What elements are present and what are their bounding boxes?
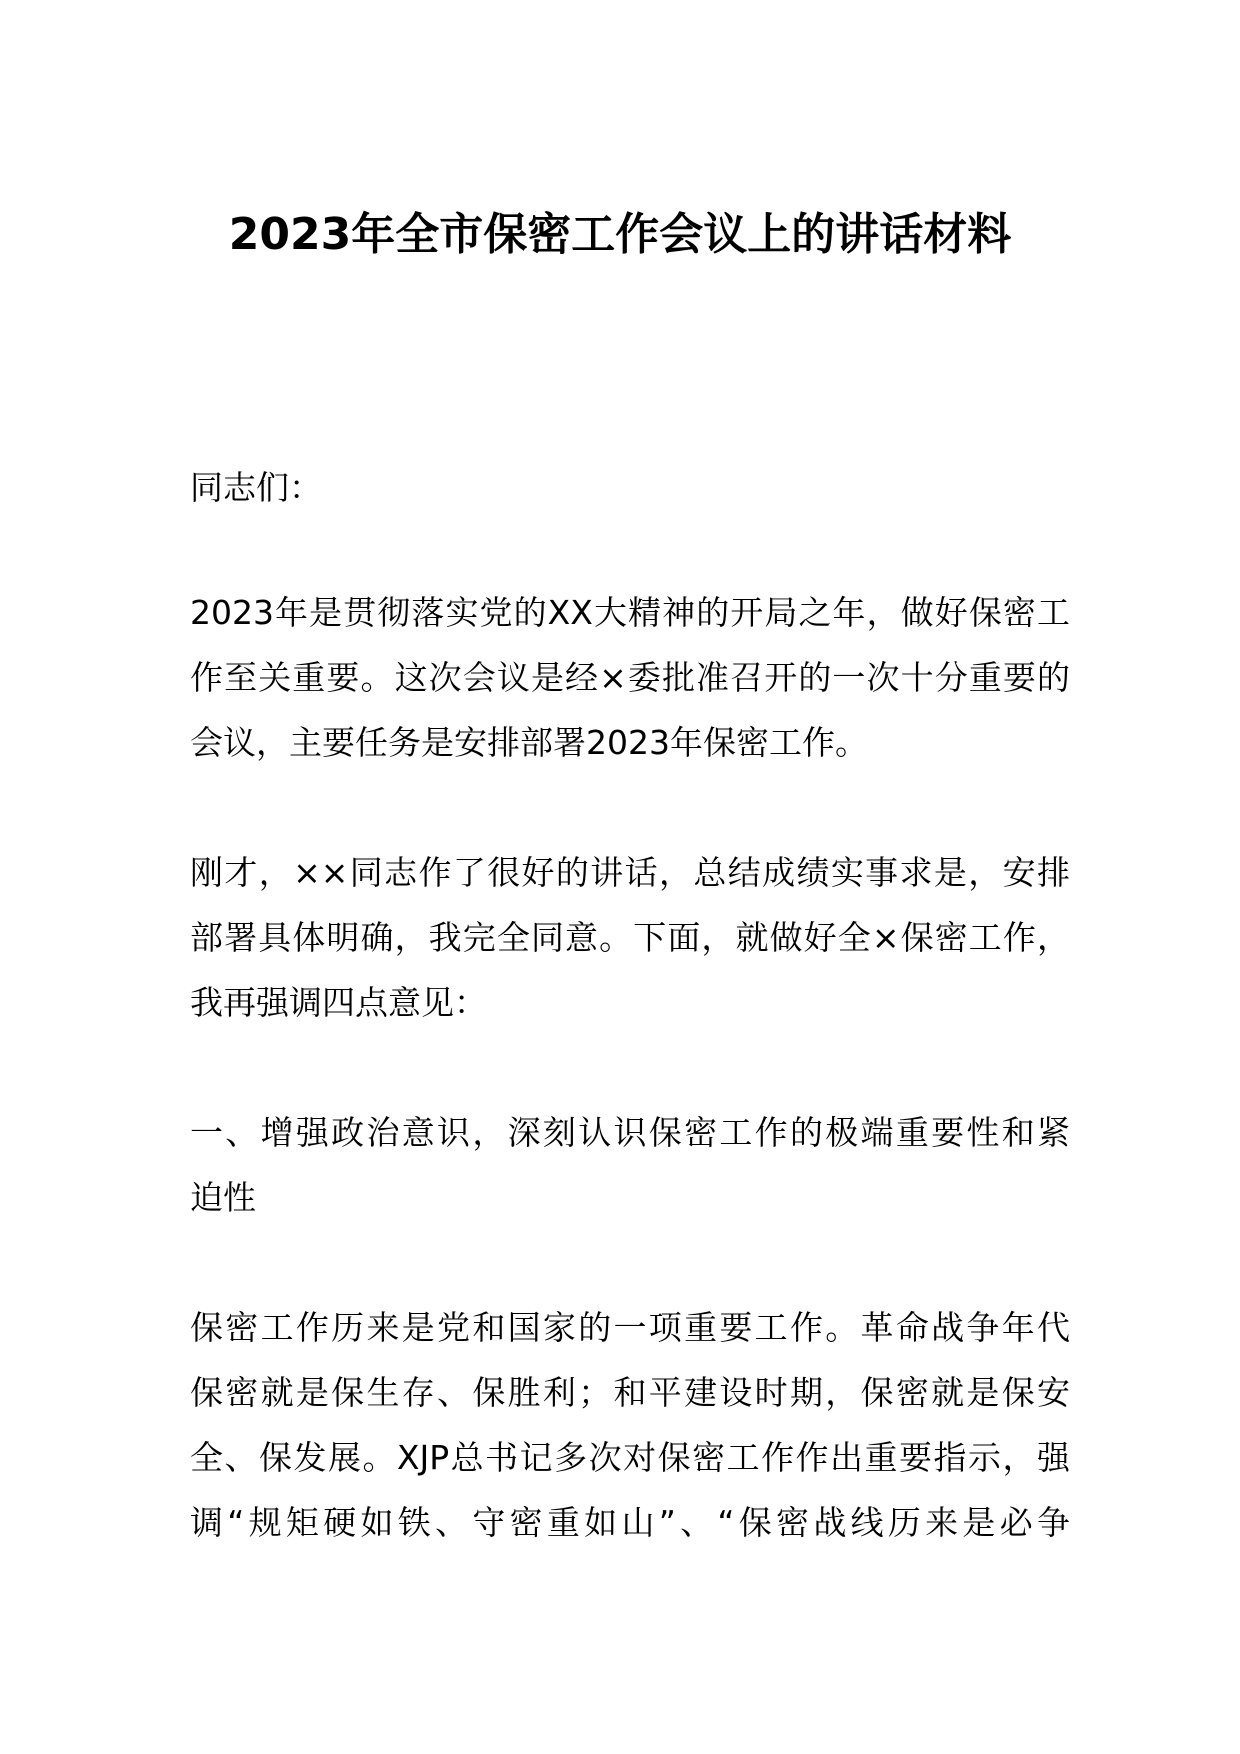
paragraph-line: 保密工作历来是党和国家的一项重要工作。革命战争年代 bbox=[190, 1308, 1070, 1347]
paragraph-line: 全、保发展。XJP总书记多次对保密工作作出重要指示，强 bbox=[190, 1438, 1070, 1477]
paragraph-line: 2023年是贯彻落实党的XX大精神的开局之年，做好保密工 bbox=[190, 593, 1070, 632]
paragraph-2 bbox=[190, 840, 1070, 1035]
heading-line: 迫性 bbox=[190, 1178, 256, 1217]
paragraph-line: 保密就是保生存、保胜利；和平建设时期，保密就是保安 bbox=[190, 1373, 1070, 1412]
paragraph-3 bbox=[190, 1295, 1070, 1555]
section-heading-1 bbox=[190, 1100, 1070, 1230]
document-title: 2023年全市保密工作会议上的讲话材料 bbox=[228, 209, 1012, 260]
salutation-line: 同志们： bbox=[190, 468, 322, 507]
salutation bbox=[190, 455, 1070, 520]
paragraph-1 bbox=[190, 580, 1070, 775]
paragraph-line: 会议，主要任务是安排部署2023年保密工作。 bbox=[190, 723, 868, 762]
paragraph-line: 我再强调四点意见： bbox=[190, 983, 487, 1022]
paragraph-line: 调“规矩硬如铁、守密重如山”、“保密战线历来是必争 bbox=[190, 1503, 1070, 1542]
paragraph-line: 部署具体明确，我完全同意。下面，就做好全×保密工作， bbox=[190, 918, 1070, 957]
heading-line: 一、增强政治意识，深刻认识保密工作的极端重要性和紧 bbox=[190, 1113, 1070, 1152]
paragraph-line: 作至关重要。这次会议是经×委批准召开的一次十分重要的 bbox=[190, 658, 1070, 697]
paragraph-line: 刚才，××同志作了很好的讲话，总结成绩实事求是，安排 bbox=[190, 853, 1070, 892]
